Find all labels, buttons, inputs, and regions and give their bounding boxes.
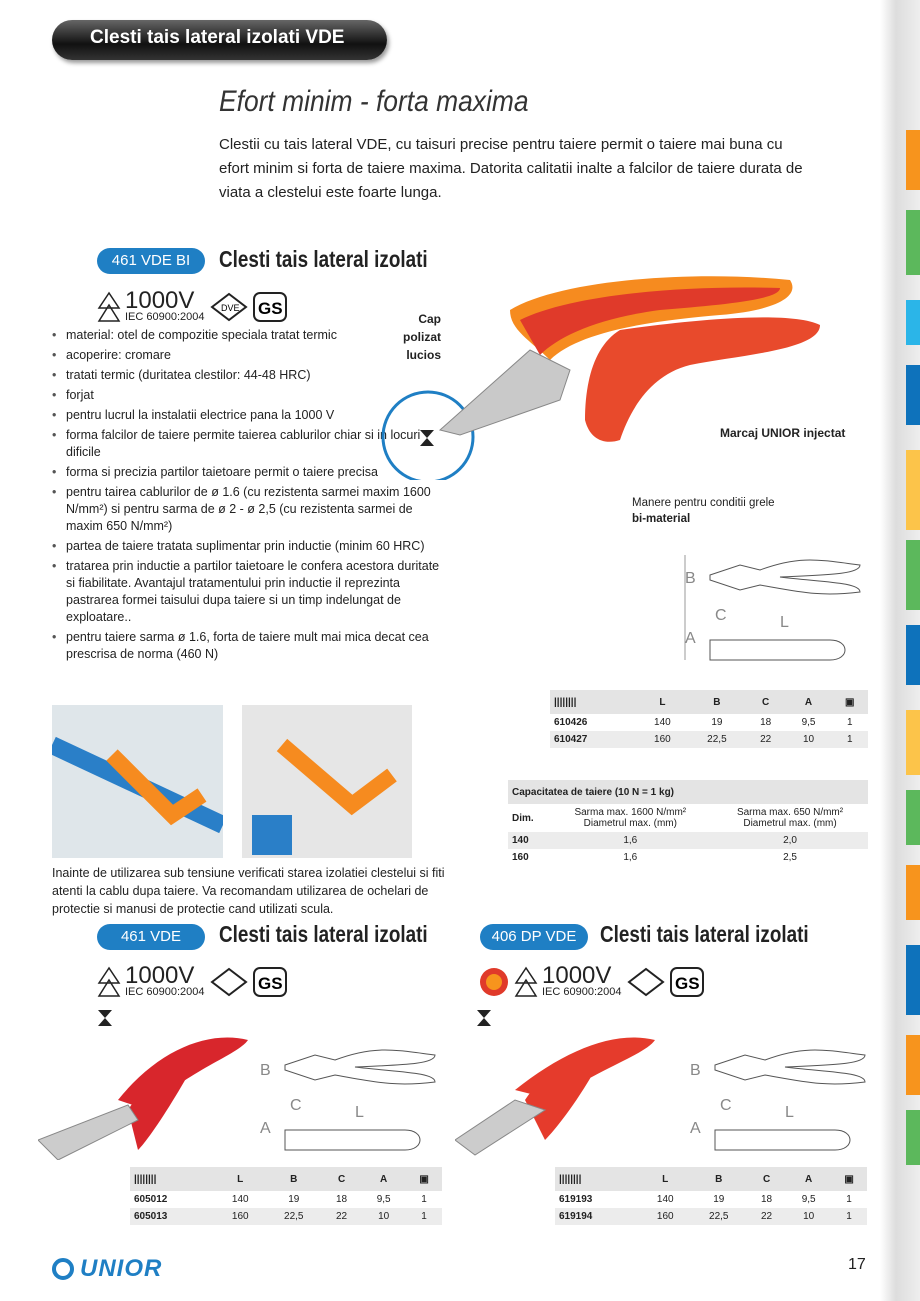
svg-text:GS: GS xyxy=(674,974,700,993)
product-table: |||||||| L B C A ▣ 605012 140 19 18 9,5 1 605013 160 22,5 22 10 1 xyxy=(130,1167,442,1225)
package-icon: ▣ xyxy=(831,690,868,714)
chapter-tab[interactable] xyxy=(906,130,920,190)
svg-text:B: B xyxy=(260,1062,271,1079)
voltage-triangle-icon xyxy=(97,291,121,323)
product-code: 461 VDE BI xyxy=(97,248,205,274)
dipped-insulation-icon xyxy=(478,966,510,998)
chapter-tab[interactable] xyxy=(906,865,920,920)
feature-item: • partea de taiere tratata suplimentar prin inductie (minim 60 HRC) xyxy=(52,538,442,555)
barcode-icon: |||||||| xyxy=(550,690,637,714)
svg-text:C: C xyxy=(715,607,727,624)
barcode-icon: |||||||| xyxy=(130,1167,215,1191)
feature-item: • pentru taiere sarma ø 1.6, forta de taiere mult mai mica decat cea prescrisa de norma (460 N) xyxy=(52,629,442,663)
feature-item: • tratarea prin inductie a partilor taietoare le confera acestora duritate si fiabilitate. Avantajul tratamentului prin inductie il reprezinta pastrarea formei taisului dupa taiere si un timp indelungat de exploatare.. xyxy=(52,558,442,626)
feature-item: • material: otel de compozitie speciala tratat termic xyxy=(52,327,442,344)
svg-text:B: B xyxy=(685,570,696,587)
chapter-tab[interactable] xyxy=(906,945,920,1015)
product-title: Clesti tais lateral izolati xyxy=(219,246,428,272)
svg-text:B: B xyxy=(690,1062,701,1079)
product-code: 406 DP VDE xyxy=(480,924,588,950)
product-image-406-dp-vde xyxy=(455,1010,675,1160)
svg-text:A: A xyxy=(260,1120,271,1137)
table-row: 619193 140 19 18 9,5 1 xyxy=(559,1194,852,1205)
package-icon: ▣ xyxy=(406,1167,442,1191)
chapter-tab[interactable] xyxy=(906,790,920,845)
vde-logo xyxy=(626,967,666,997)
safety-warning: Inainte de utilizarea sub tensiune verificati starea izolatiei clestelui si fiti atenti la cablu dupa taiere. Va recomandam utilizarea de ochelari de protectie si manusi de protectie cand utilizati scula. xyxy=(52,866,445,916)
table-row: 605013 160 22,5 22 10 1 xyxy=(130,1208,442,1225)
dimension-drawing xyxy=(255,1035,445,1160)
product-image-461-vde xyxy=(38,1010,258,1160)
package-icon: ▣ xyxy=(831,1167,867,1191)
gs-logo xyxy=(670,967,704,997)
dimension-drawing xyxy=(685,1035,875,1160)
chapter-tab[interactable] xyxy=(906,210,920,275)
table-row: 610427 160 22,5 22 10 1 xyxy=(550,731,868,748)
voltage-triangle-icon xyxy=(97,966,121,998)
svg-text:C: C xyxy=(290,1097,302,1114)
voltage-rating: 1000V xyxy=(125,287,195,314)
chapter-tab[interactable] xyxy=(906,365,920,425)
vde-logo xyxy=(209,292,249,322)
svg-text:GS: GS xyxy=(257,974,283,993)
page-number: 17 xyxy=(848,1256,866,1273)
capacity-table: Capacitatea de taiere (10 N = 1 kg) Dim. Sarma max. 1600 N/mm² Diametrul max. (mm) Sarma max. 650 N/mm² Diametrul max. (mm) 140 1,6 2,0 160 1,6 2,5 xyxy=(508,780,868,866)
svg-text:C: C xyxy=(720,1097,732,1114)
chapter-tab[interactable] xyxy=(906,710,920,775)
svg-text:L: L xyxy=(780,614,789,631)
feature-item: • forma si precizia partilor taietoare permit o taiere precisa xyxy=(52,464,442,481)
certification-marks xyxy=(97,287,287,323)
certification-marks: 1000V IEC 60900:2004 GS xyxy=(97,966,287,998)
iec-standard: IEC 60900:2004 xyxy=(125,311,205,323)
section-header: Clesti tais lateral izolati VDE xyxy=(52,20,387,60)
callout-head: Cap polizat lucios xyxy=(403,312,441,362)
barcode-icon: |||||||| xyxy=(555,1167,640,1191)
gs-logo xyxy=(253,967,287,997)
svg-text:L: L xyxy=(355,1104,364,1121)
chapter-tab[interactable] xyxy=(906,450,920,530)
product-image-pliers xyxy=(360,270,840,480)
svg-text:A: A xyxy=(685,630,696,647)
feature-item: • pentru tairea cablurilor de ø 1.6 (cu rezistenta sarmei maxim 1600 N/mm²) si pentru sarma de ø 2 - ø 2,5 (cu rezistenta sarmei de maxim 650 N/mm²) xyxy=(52,484,442,535)
usage-photo-wire xyxy=(242,705,412,858)
gs-logo xyxy=(253,292,287,322)
feature-item: • tratati termic (duritatea clestilor: 44-48 HRC) xyxy=(52,367,442,384)
chapter-tab[interactable] xyxy=(906,625,920,685)
feature-item: • pentru lucrul la instalatii electrice pana la 1000 V xyxy=(52,407,442,424)
dimension-drawing xyxy=(680,545,870,675)
product-table: |||||||| L B C A ▣ 610426 140 19 18 9,5 1 610427 160 22,5 22 10 1 xyxy=(550,690,868,748)
table-row: 160 1,6 2,5 xyxy=(512,852,797,863)
table-row: 140 1,6 2,0 xyxy=(508,832,868,849)
unior-logo-icon xyxy=(52,1258,74,1280)
chapter-tab[interactable] xyxy=(906,1035,920,1095)
table-row: 619194 160 22,5 22 10 1 xyxy=(555,1208,867,1225)
voltage-triangle-icon xyxy=(514,966,538,998)
svg-text:DVE: DVE xyxy=(220,303,240,313)
certification-marks: 1000V IEC 60900:2004 GS xyxy=(478,966,704,998)
svg-text:GS: GS xyxy=(257,299,283,318)
product-table: |||||||| L B C A ▣ 619193 140 19 18 9,5 1 619194 160 22,5 22 10 1 xyxy=(555,1167,867,1225)
headline: Efort minim - forta maxima xyxy=(219,85,529,118)
product-code: 461 VDE xyxy=(97,924,205,950)
vde-logo xyxy=(209,967,249,997)
chapter-tabs xyxy=(880,0,920,1301)
callout-marking: Marcaj UNIOR injectat xyxy=(720,426,846,440)
callout-handles: Manere pentru conditii grele bi-material xyxy=(632,497,775,525)
chapter-tab[interactable] xyxy=(906,300,920,345)
usage-photo-cable xyxy=(52,705,223,858)
product-title: Clesti tais lateral izolati xyxy=(600,921,809,947)
product-title: Clesti tais lateral izolati xyxy=(219,921,428,947)
svg-text:L: L xyxy=(785,1104,794,1121)
feature-item: • acoperire: cromare xyxy=(52,347,442,364)
chapter-tab[interactable] xyxy=(906,540,920,610)
table-row: 605012 140 19 18 9,5 1 xyxy=(134,1194,427,1205)
svg-text:A: A xyxy=(690,1120,701,1137)
feature-item: • forjat xyxy=(52,387,442,404)
chapter-tab[interactable] xyxy=(906,1110,920,1165)
table-row: 610426 140 19 18 9,5 1 xyxy=(554,717,853,728)
feature-item: • forma falcilor de taiere permite taierea cablurilor chiar si in locuri dificile xyxy=(52,427,442,461)
intro-text: Clestii cu tais lateral VDE, cu taisuri precise pentru taiere permit o taiere mai buna cu efort minim si forta de taiere maxima. Datorita calitatii inalte a falcilor de taiere durata de viata a clestelui este foarte lunga. xyxy=(219,136,803,201)
unior-logo: UNIOR xyxy=(52,1255,162,1283)
